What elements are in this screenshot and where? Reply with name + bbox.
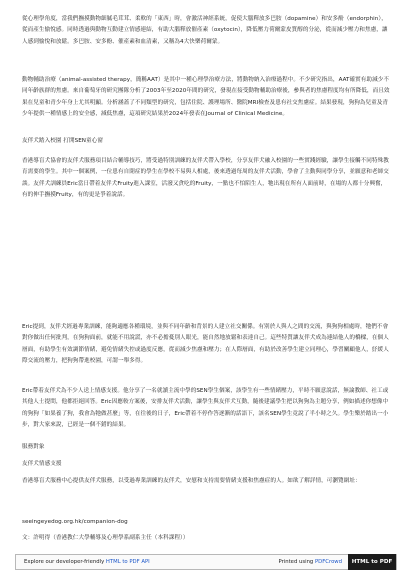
service-url-link[interactable]: seeingeyedog.org.hk/companion-dog bbox=[22, 519, 128, 525]
pdf-footer-bar bbox=[15, 554, 397, 570]
section-heading-service-target: 服務對象 bbox=[22, 444, 45, 450]
html-to-pdf-badge-button[interactable]: HTML to PDF bbox=[348, 554, 396, 570]
article-byline: 文：許明得（香港教仁大學輔導及心理學系副系主任（本科課程）） bbox=[22, 535, 189, 541]
section-heading-companion-dog: 友伴犬踏入校園 打開SEN童心窗 bbox=[22, 138, 103, 144]
footer-right-text: Printed using PDFCrowd bbox=[278, 559, 342, 565]
paragraph-intro: 從心理學角度，當我們撫摸動物細膩毛茸茸、柔軟的「東西」時，會激活神經系統，促使大腦釋放多巴胺（dopamine）和安多酚（endorphin），從而產生愉悅感。同時透過與動物互動建立情感連結，有助大腦釋放催產素（oxytocin），降低壓力荷爾蒙皮質醇的分泌，從而減少壓力和焦慮，讓人感到愉悅和放鬆。多巴胺、安多酚、催產素和血清素，又稱為4大快樂荷爾蒙。 bbox=[22, 16, 388, 45]
paragraph-aat-research: 動物輔助治療（animal-assisted therapy，簡稱AAT）是其中一種心理學治療方法，將動物納入治療過程中。不少研究指出，AAT確實有助減少不同年齡族群的焦慮。來自葡萄牙的研究團隊分析了2003年至2020年間的研究，發現在接受動物輔助治療後，參與者的焦慮程度均有所降低，而且效果在兒童和青少年身上尤其明顯。分析涵蓋了不同類型的研究，包括住院、護理場所、醫院MRI檢查及患有社交焦慮症。結果發現，狗狗為兒童及青少年提供一種情感上的安全感，減低焦慮，這項研究結果於2024年發表在Journal of Clinical Medicine。 bbox=[22, 77, 390, 118]
paragraph-sen-case: Eric帶着友伴犬為不少人送上情感支援。他分享了一名就讀主流中學的SEN學生個案，該學生有一些情緒壓力，平時不願意說話，無論教師、社工或其他人士提問，他都拒絕回答。Eric因應較方案後，安排友伴犬活動，讓學生與友伴犬互動，隨後建議學生把以狗狗為主題分享，例如描述你想像中的狗狗「如果養了狗，我會為牠做甚麼」等，在往後的日子，Eric帶着不停作答逐漸的話語下，該名SEN學生竟說了半小時之久。學生樂於踏出一小步，對大家來說，已經是一個不錯的結果。 bbox=[22, 388, 389, 429]
pdfcrowd-link[interactable]: PDFCrowd bbox=[314, 559, 342, 565]
paragraph-school-visit: 香港導盲犬協會的友伴犬服務項目結合輔導技巧，將受過特別訓練的友伴犬帶入學校，分享友伴犬融入校園的一些實踐經驗，讓學生接觸不同特殊教育需要的學生。其中一個案例，一位患有自閉症的學生在學校不易與人相處，後來透過每周的友伴犬活動，學會了主動與同學分享，並願意和老師交談。友伴犬訓練員Eric當日帶着友伴犬Fruity進入課室，活潑又貪吃的Fruity，一點也不怕陌生人，牠出現在所有人面前時，在場的人都十分興奮，有的伸手撫摸Fruity，有的更是爭着說話。 bbox=[22, 158, 389, 199]
footer-left-text: Explore our developer-friendly HTML to PDF API bbox=[24, 559, 150, 565]
paragraph-eric-explains: Eric提到，友伴犬經過專業訓練，能夠適應各種環境，並與不同年齡和背景的人建立社交關係。有別於人與人之間的交流，與狗狗相處時，牠們不會對你做出任何批判，在狗狗面前，就能不用說謊，亦不必擔憂別人眼光，能自然地放鬆和表達自己。這些特質讓友伴犬成為連結他人的橋樑，在個人層面，有助學生有效調節情緒，避免情緒失控或過度反應，從而減少焦慮和壓力；在人際層面，有助於改善學生建立同理心，學習關顧他人，紓緩人際交流的壓力，把狗狗帶進校園，可謂一舉多得。 bbox=[22, 324, 389, 365]
html-to-pdf-api-link[interactable]: HTML to PDF API bbox=[105, 559, 150, 565]
paragraph-service-info: 香港導盲犬服務中心提供友伴犬服務，以受過專業訓練的友伴犬，安慰和支持需要情緒支援和焦慮症的人。如欲了解詳情，可瀏覽網址： bbox=[22, 478, 361, 484]
section-heading-emotional-support: 友伴犬情感支援 bbox=[22, 461, 62, 467]
